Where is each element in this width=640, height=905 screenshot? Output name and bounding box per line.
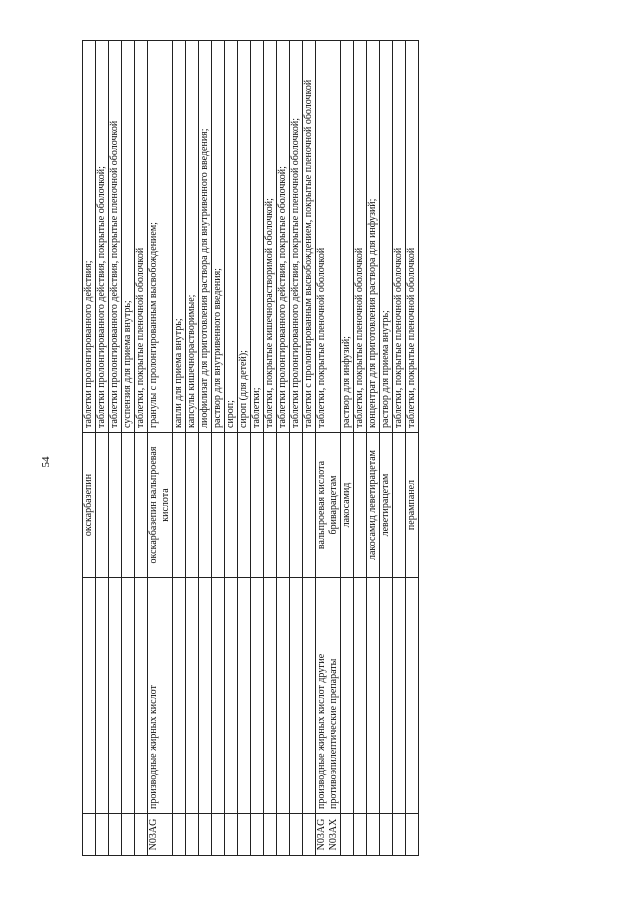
atc-code-cell	[354, 814, 367, 856]
table-row	[238, 41, 251, 856]
drug-cell: перампанел	[406, 433, 419, 578]
group-cell	[109, 578, 122, 814]
drug-cell	[290, 433, 303, 578]
dosage-form-cell: концентрат для приготовления раствора для инфузий;	[367, 41, 380, 433]
atc-code-cell	[83, 814, 96, 856]
group-cell: производные жирных кислот	[148, 578, 173, 814]
dosage-form-cell: таблетки с пролонгированным высвобождением, покрытые пленочной оболочкой	[303, 41, 316, 433]
group-cell	[173, 578, 186, 814]
drug-cell	[264, 433, 277, 578]
dosage-form-cell: капсулы кишечнорастворимые;	[186, 41, 199, 433]
dosage-form-cell: таблетки, покрытые пленочной оболочкой	[393, 41, 406, 433]
table-row	[83, 41, 96, 856]
table-row	[303, 41, 316, 856]
dosage-form-cell: таблетки, покрытые пленочной оболочкой	[316, 41, 341, 433]
group-cell	[135, 578, 148, 814]
atc-code-cell	[406, 814, 419, 856]
atc-code-cell	[277, 814, 290, 856]
table-row	[264, 41, 277, 856]
atc-code-cell	[96, 814, 109, 856]
dosage-form-cell: таблетки пролонгированного действия;	[83, 41, 96, 433]
table-row	[341, 41, 354, 856]
dosage-form-cell: сироп (для детей);	[238, 41, 251, 433]
group-cell: производные жирных кислот другие противоэпилептические препараты	[316, 578, 341, 814]
atc-code-cell	[186, 814, 199, 856]
drug-cell	[277, 433, 290, 578]
atc-code-cell: N03AG	[148, 814, 173, 856]
group-cell	[380, 578, 393, 814]
atc-code-cell	[290, 814, 303, 856]
atc-code-cell	[341, 814, 354, 856]
table-row	[406, 41, 419, 856]
dosage-form-cell: таблетки пролонгированного действия, покрытые пленочной оболочкой;	[290, 41, 303, 433]
dosage-form-cell: раствор для инфузий;	[341, 41, 354, 433]
dosage-form-cell: таблетки;	[251, 41, 264, 433]
drug-cell	[109, 433, 122, 578]
atc-code-cell	[135, 814, 148, 856]
group-cell	[186, 578, 199, 814]
dosage-form-cell: раствор для приема внутрь;	[380, 41, 393, 433]
drug-cell	[122, 433, 135, 578]
table-row	[367, 41, 380, 856]
drug-cell: вальпроевая кислота бриварацетам	[316, 433, 341, 578]
table-row	[212, 41, 225, 856]
atc-code-cell: N03AG N03AX	[316, 814, 341, 856]
dosage-form-cell: таблетки, покрытые пленочной оболочкой	[406, 41, 419, 433]
dosage-form-cell: таблетки пролонгированного действия, покрытые оболочкой;	[277, 41, 290, 433]
atc-code-cell	[303, 814, 316, 856]
atc-code-cell	[225, 814, 238, 856]
group-cell	[212, 578, 225, 814]
group-cell	[83, 578, 96, 814]
table-row	[354, 41, 367, 856]
table-row	[277, 41, 290, 856]
table-row	[109, 41, 122, 856]
drug-cell	[135, 433, 148, 578]
group-cell	[264, 578, 277, 814]
atc-code-cell	[367, 814, 380, 856]
drug-cell: лакосамид леветирацетам	[367, 433, 380, 578]
group-cell	[238, 578, 251, 814]
table-row	[290, 41, 303, 856]
drug-cell: окскарбазепин	[83, 433, 96, 578]
medication-table	[82, 40, 419, 856]
drug-cell	[251, 433, 264, 578]
table-row	[148, 41, 173, 856]
drug-cell	[393, 433, 406, 578]
drug-cell: лакосамид	[341, 433, 354, 578]
rotated-page-content	[82, 41, 615, 856]
group-cell	[122, 578, 135, 814]
group-cell	[341, 578, 354, 814]
group-cell	[290, 578, 303, 814]
page-number: 54	[40, 456, 52, 468]
atc-code-cell	[199, 814, 212, 856]
table-row	[380, 41, 393, 856]
dosage-form-cell: сироп;	[225, 41, 238, 433]
drug-cell	[96, 433, 109, 578]
table-row	[225, 41, 238, 856]
dosage-form-cell: таблетки пролонгированного действия, покрытые пленочной оболочкой	[109, 41, 122, 433]
dosage-form-cell: лиофилизат для приготовления раствора для внутривенного введения;	[199, 41, 212, 433]
group-cell	[225, 578, 238, 814]
table-row	[96, 41, 109, 856]
table-row	[199, 41, 212, 856]
drug-cell	[212, 433, 225, 578]
dosage-form-cell: таблетки, покрытые пленочной оболочкой	[135, 41, 148, 433]
atc-code-cell	[251, 814, 264, 856]
drug-cell	[303, 433, 316, 578]
dosage-form-cell: таблетки, покрытые кишечнорастворимой оболочкой;	[264, 41, 277, 433]
atc-code-cell	[393, 814, 406, 856]
dosage-form-cell: таблетки пролонгированного действия, покрытые оболочкой;	[96, 41, 109, 433]
group-cell	[96, 578, 109, 814]
drug-cell	[238, 433, 251, 578]
table-row	[122, 41, 135, 856]
drug-cell: леветирацетам	[380, 433, 393, 578]
dosage-form-cell: раствор для внутривенного введения;	[212, 41, 225, 433]
drug-cell	[173, 433, 186, 578]
group-cell	[367, 578, 380, 814]
group-cell	[277, 578, 290, 814]
table-row	[135, 41, 148, 856]
group-cell	[393, 578, 406, 814]
atc-code-cell	[173, 814, 186, 856]
table-row	[173, 41, 186, 856]
drug-cell	[225, 433, 238, 578]
drug-cell	[354, 433, 367, 578]
drug-cell	[186, 433, 199, 578]
drug-cell: окскарбазепин вальпроевая кислота	[148, 433, 173, 578]
group-cell	[406, 578, 419, 814]
table-row	[186, 41, 199, 856]
atc-code-cell	[380, 814, 393, 856]
table-row	[316, 41, 341, 856]
group-cell	[354, 578, 367, 814]
group-cell	[251, 578, 264, 814]
group-cell	[303, 578, 316, 814]
dosage-form-cell: капли для приема внутрь;	[173, 41, 186, 433]
group-cell	[199, 578, 212, 814]
dosage-form-cell: суспензия для приема внутрь;	[122, 41, 135, 433]
dosage-form-cell: гранулы с пролонгированным высвобождением;	[148, 41, 173, 433]
table-row	[393, 41, 406, 856]
dosage-form-cell: таблетки, покрытые пленочной оболочкой	[354, 41, 367, 433]
drug-cell	[199, 433, 212, 578]
atc-code-cell	[212, 814, 225, 856]
atc-code-cell	[238, 814, 251, 856]
table-row	[251, 41, 264, 856]
atc-code-cell	[109, 814, 122, 856]
atc-code-cell	[122, 814, 135, 856]
atc-code-cell	[264, 814, 277, 856]
